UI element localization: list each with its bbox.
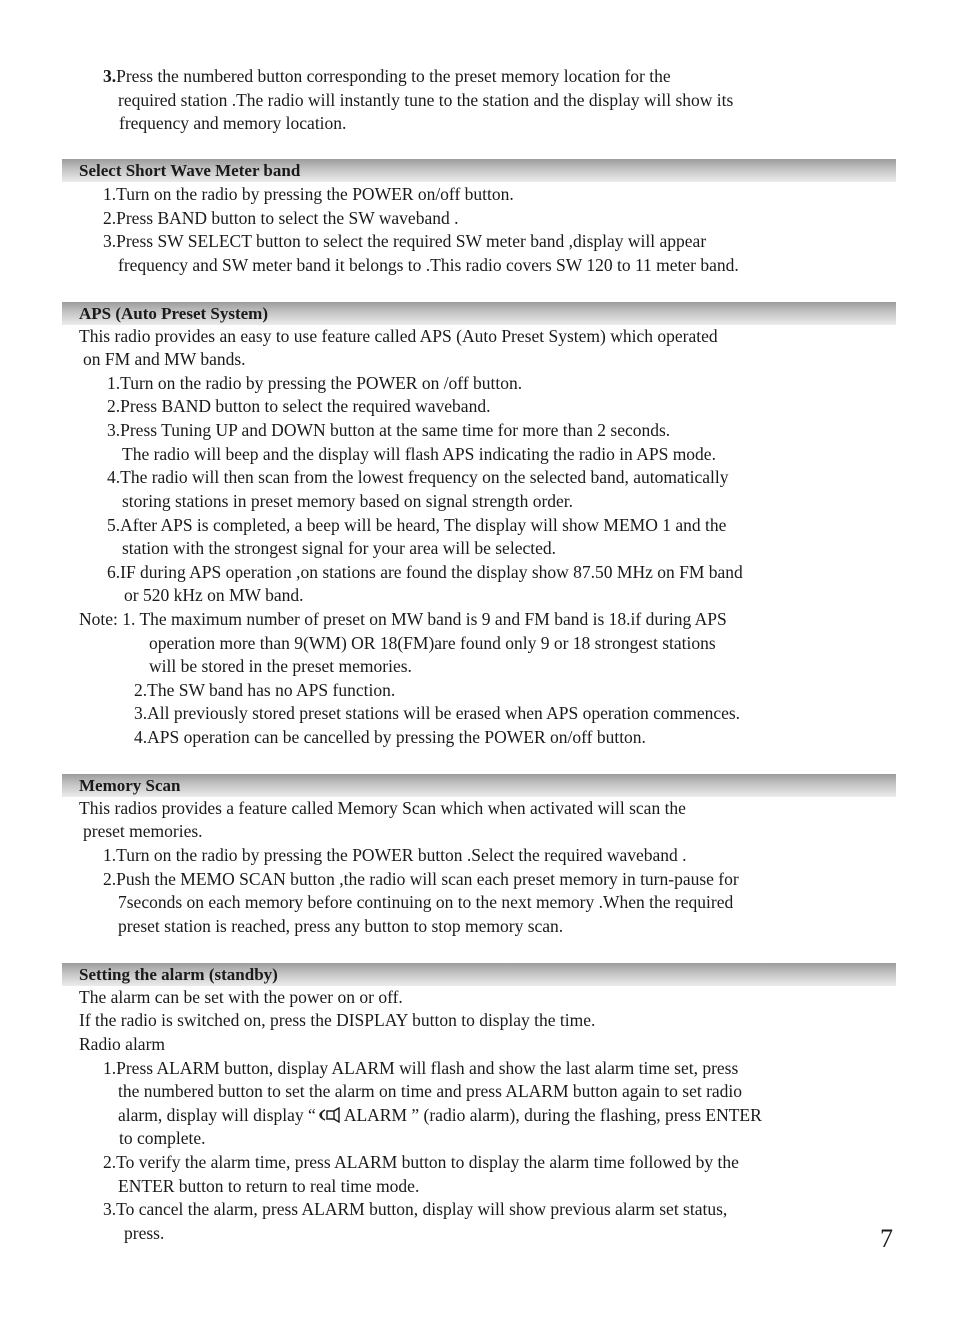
alarm-line: to complete. (119, 1128, 206, 1148)
radio-alarm-icon (318, 1107, 342, 1123)
aps-line: 3.Press Tuning UP and DOWN button at the same time for more than 2 seconds. (107, 420, 671, 440)
aps-line: storing stations in preset memory based on signal strength order. (122, 491, 574, 511)
alarm-line: the numbered button to set the alarm on time and press ALARM button again to set radio (118, 1081, 743, 1101)
aps-line: 1.Turn on the radio by pressing the POWER on /off button. (107, 373, 523, 393)
section-title-memory-scan: Memory Scan (79, 776, 181, 795)
intro-step3-line3: frequency and memory location. (119, 113, 347, 133)
aps-line: This radio provides an easy to use feature called APS (Auto Preset System) which operated (79, 326, 718, 346)
memscan-line: 1.Turn on the radio by pressing the POWER button .Select the required waveband . (103, 845, 687, 865)
memscan-line: This radios provides a feature called Memory Scan which when activated will scan the (79, 798, 686, 818)
section-title-alarm: Setting the alarm (standby) (79, 965, 278, 984)
aps-line: 4.The radio will then scan from the lowest frequency on the selected band, automatically (107, 467, 729, 487)
sw-line: frequency and SW meter band it belongs to .This radio covers SW 120 to 11 meter band. (118, 255, 739, 275)
alarm-line: press. (124, 1223, 165, 1243)
alarm-line: If the radio is switched on, press the DISPLAY button to display the time. (79, 1010, 596, 1030)
memscan-line: 2.Push the MEMO SCAN button ,the radio will scan each preset memory in turn-pause for (103, 869, 739, 889)
aps-note-line: 3.All previously stored preset stations will be erased when APS operation commences. (134, 703, 741, 723)
memscan-line: preset memories. (83, 821, 203, 841)
alarm-line: 1.Press ALARM button, display ALARM will flash and show the last alarm time set, press (103, 1058, 739, 1078)
section-title-aps: APS (Auto Preset System) (79, 304, 269, 323)
aps-note-line: 4.APS operation can be cancelled by pressing the POWER on/off button. (134, 727, 646, 747)
alarm-line-with-icon (118, 1105, 762, 1125)
aps-line: on FM and MW bands. (83, 349, 246, 369)
aps-note-line: Note: 1. The maximum number of preset on MW band is 9 and FM band is 18.if during APS (79, 609, 727, 629)
sw-line: 1.Turn on the radio by pressing the POWER on/off button. (103, 184, 514, 204)
aps-line: 6.IF during APS operation ,on stations are found the display show 87.50 MHz on FM band (107, 562, 743, 582)
section-header-bar (62, 774, 896, 797)
page-number: 7 (880, 1224, 893, 1253)
intro-step3-line1 (103, 66, 671, 86)
alarm-text-after-icon: ALARM ” (radio alarm), during the flashing, press ENTER (343, 1105, 762, 1125)
alarm-line: 3.To cancel the alarm, press ALARM button, display will show previous alarm set status, (103, 1199, 728, 1219)
alarm-line: 2.To verify the alarm time, press ALARM button to display the alarm time followed by the (103, 1152, 739, 1172)
aps-note-line: will be stored in the preset memories. (149, 656, 412, 676)
section-title-sw: Select Short Wave Meter band (79, 161, 301, 180)
memscan-line: 7seconds on each memory before continuing on to the next memory .When the required (118, 892, 734, 912)
aps-line: station with the strongest signal for your area will be selected. (122, 538, 556, 558)
intro-step3-number: 3. (103, 66, 117, 86)
aps-line: 5.After APS is completed, a beep will be heard, The display will show MEMO 1 and the (107, 515, 727, 535)
alarm-text-before-icon: alarm, display will display “ (118, 1105, 316, 1125)
alarm-line: ENTER button to return to real time mode. (118, 1176, 420, 1196)
aps-line: or 520 kHz on MW band. (124, 585, 304, 605)
aps-line: 2.Press BAND button to select the required waveband. (107, 396, 491, 416)
aps-note-line: operation more than 9(WM) OR 18(FM)are found only 9 or 18 strongest stations (149, 633, 716, 653)
intro-step3-line2: required station .The radio will instantly tune to the station and the display will show its (118, 90, 734, 110)
aps-note-line: 2.The SW band has no APS function. (134, 680, 396, 700)
sw-line: 2.Press BAND button to select the SW waveband . (103, 208, 459, 228)
intro-step3-text: Press the numbered button corresponding to the preset memory location for the (116, 66, 671, 86)
alarm-line: Radio alarm (79, 1034, 166, 1054)
alarm-line: The alarm can be set with the power on or off. (79, 987, 403, 1007)
aps-line: The radio will beep and the display will flash APS indicating the radio in APS mode. (122, 444, 716, 464)
memscan-line: preset station is reached, press any button to stop memory scan. (118, 916, 564, 936)
sw-line: 3.Press SW SELECT button to select the required SW meter band ,display will appear (103, 231, 707, 251)
